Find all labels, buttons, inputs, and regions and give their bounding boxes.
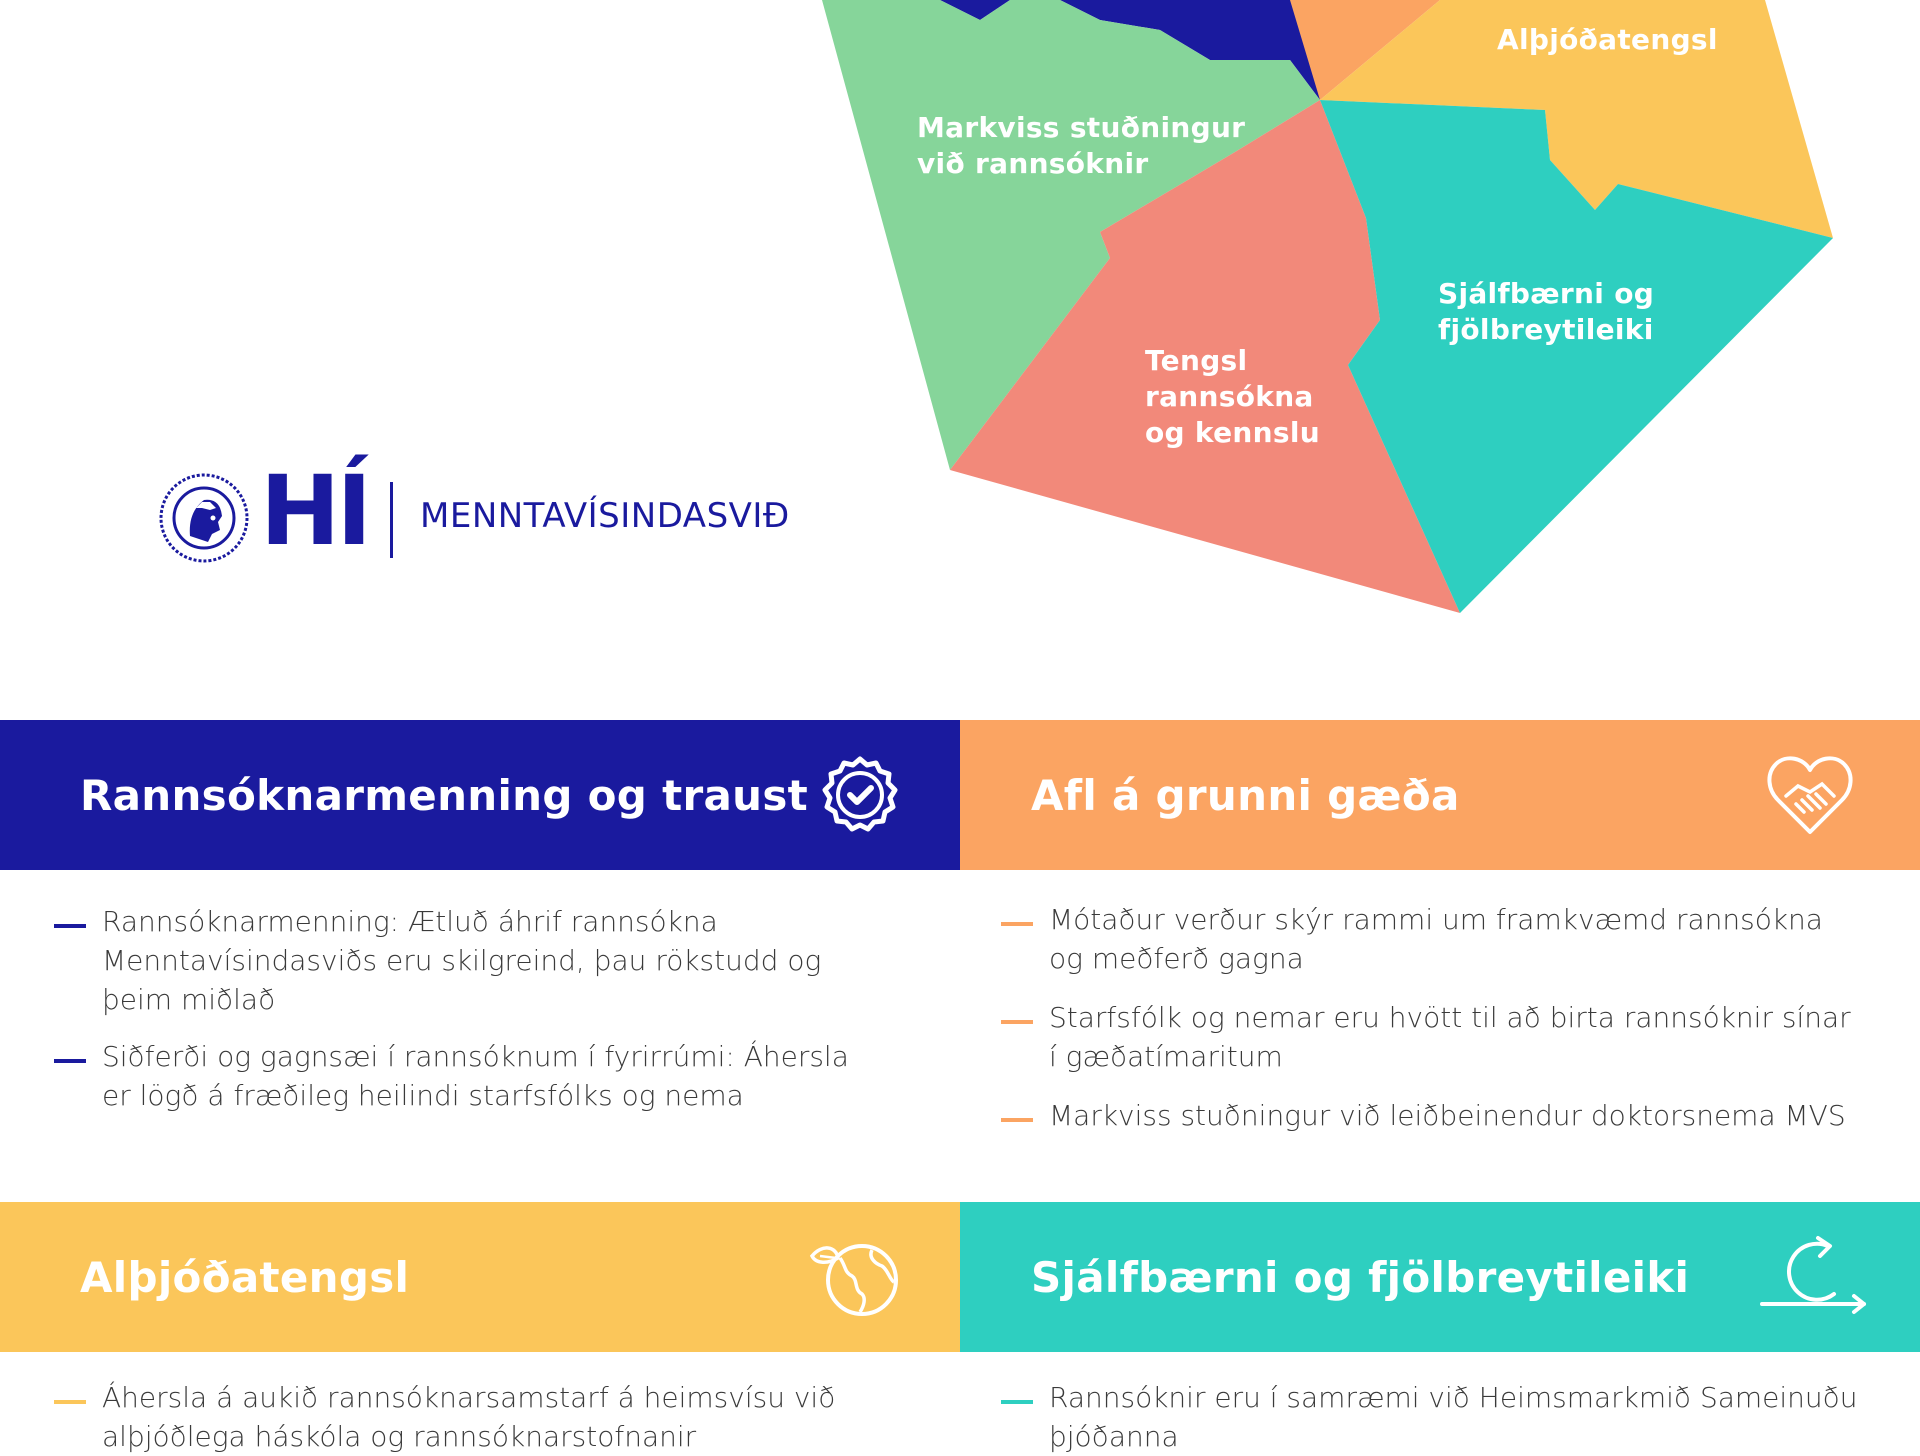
list-item-text: Rannsóknir eru í samræmi við Heimsmarkmið Sameinuðu þjóðanna [1049, 1381, 1858, 1453]
university-seal-icon [158, 472, 250, 564]
segment-label-sjalfbaerni: Sjálfbærni og fjölbreytileiki [1438, 277, 1655, 346]
bullet-dash [1001, 922, 1033, 926]
logo-mark: HÍ [260, 455, 369, 567]
list-item-text: Áhersla á aukið rannsóknarsamstarf á heimsvísu við alþjóðlega háskóla og rannsóknarstofnanir [102, 1381, 836, 1453]
section-band-afl [960, 720, 1920, 870]
list-item [54, 1037, 874, 1115]
list-item-text: Rannsóknarmenning: Ætluð áhrif rannsókna Menntavísindasviðs eru skilgreind, þau rökstudd og þeim miðlað [102, 905, 822, 1016]
section-title: Alþjóðatengsl [80, 1252, 410, 1302]
list-item [1001, 998, 1861, 1076]
bullet-dash [1001, 1118, 1033, 1122]
section-title: Sjálfbærni og fjölbreytileiki [1031, 1252, 1690, 1302]
segment-label-althjodatengsl: Alþjóðatengsl [1497, 23, 1718, 56]
bullet-dash [1001, 1020, 1033, 1024]
list-item-text: Markviss stuðningur við leiðbeinendur doktorsnema MVS [1049, 1099, 1846, 1132]
logo-text: MENNTAVÍSINDASVIÐ [420, 496, 790, 536]
logo-divider [390, 482, 393, 558]
check-badge-icon [820, 755, 900, 835]
section-list-sjalfbaerni [1001, 1378, 1861, 1456]
section-title: Rannsóknarmenning og traust [80, 770, 809, 820]
segment-label-tengsl: Tengsl rannsókna og kennslu [1145, 344, 1320, 449]
list-item-text: Siðferði og gagnsæi í rannsóknum í fyrirrúmi: Áhersla er lögð á fræðileg heilindi starfsfólks og nema [102, 1040, 849, 1112]
list-item-text: Starfsfólk og nemar eru hvött til að birta rannsóknir sínar í gæðatímaritum [1049, 1001, 1851, 1073]
bullet-dash [54, 1400, 86, 1404]
university-logo [158, 455, 818, 567]
list-item-text: Mótaður verður skýr rammi um framkvæmd rannsókna og meðferð gagna [1049, 903, 1823, 975]
list-item [1001, 1096, 1861, 1135]
globe-leaf-icon [806, 1236, 906, 1320]
bullet-dash [1001, 1400, 1033, 1404]
section-title: Afl á grunni gæða [1031, 770, 1460, 820]
bullet-dash [54, 1059, 86, 1063]
section-band-althjodatengsl [0, 1202, 960, 1352]
section-list-rannsoknarmenning [54, 902, 874, 1115]
list-item [54, 1378, 874, 1456]
segment-label-markviss: Markviss stuðningur við rannsóknir [917, 111, 1246, 180]
list-item [1001, 900, 1861, 978]
bullet-dash [54, 924, 86, 928]
section-band-rannsoknarmenning [0, 720, 960, 870]
handshake-heart-icon [1764, 752, 1856, 838]
section-list-afl [1001, 900, 1861, 1135]
section-list-althjodatengsl [54, 1378, 874, 1456]
cycle-arrow-icon [1756, 1234, 1872, 1320]
list-item [54, 902, 874, 1019]
section-band-sjalfbaerni [960, 1202, 1920, 1352]
list-item [1001, 1378, 1861, 1456]
